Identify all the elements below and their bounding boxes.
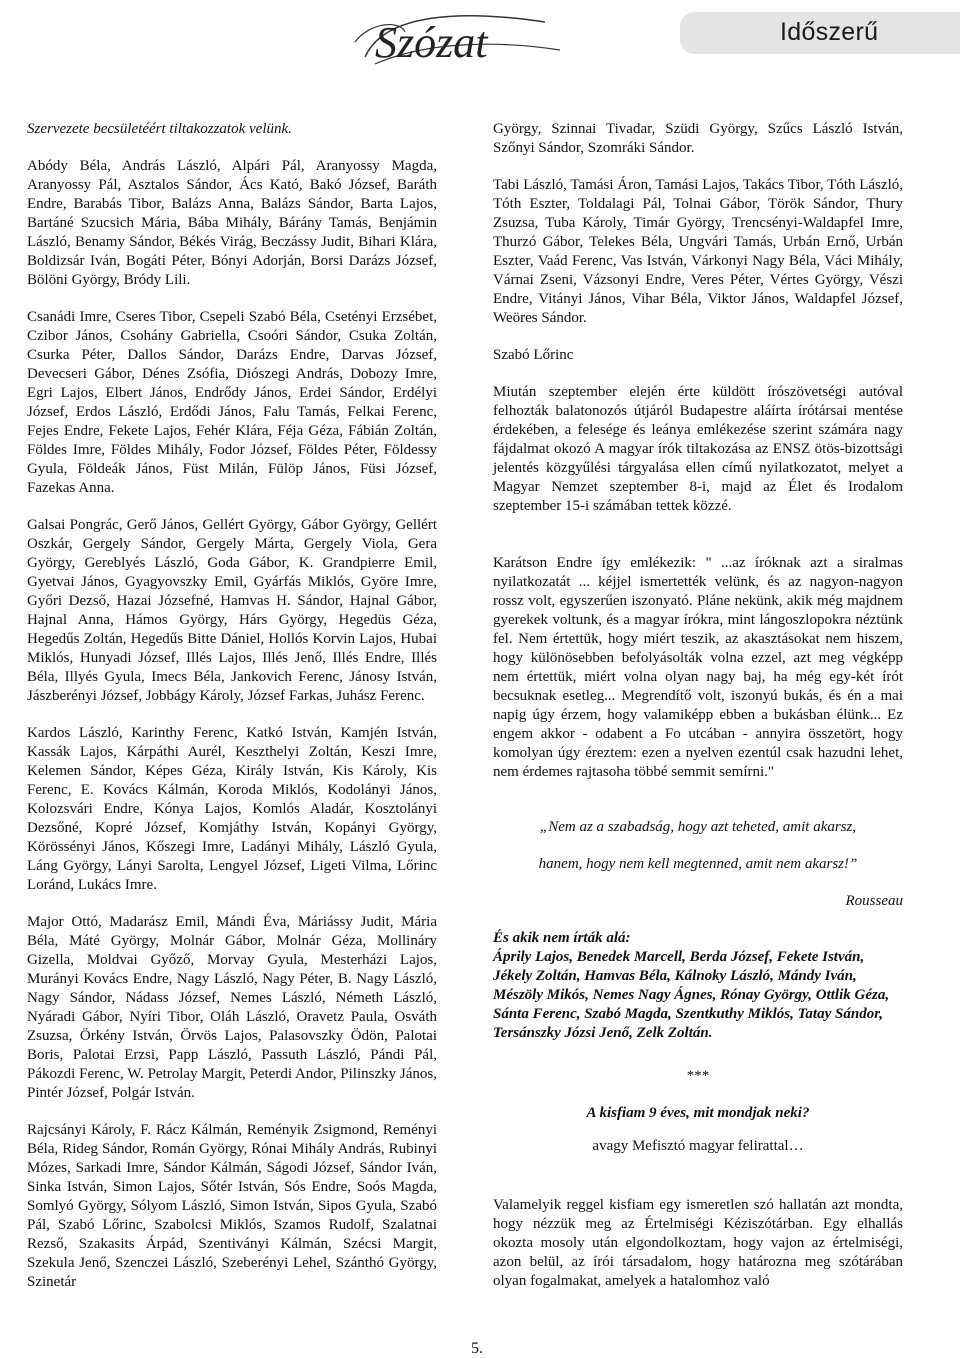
section-tab bbox=[680, 12, 960, 54]
page-number: 5. bbox=[471, 1340, 483, 1357]
section-title: Időszerű bbox=[780, 18, 879, 46]
left-column bbox=[27, 120, 437, 1310]
story-subtitle: avagy Mefisztó magyar felirattal… bbox=[592, 1138, 804, 1154]
nonsigners-list: Áprily Lajos, Benedek Marcell, Berda József, Fekete István, Jékely Zoltán, Hamvas Béla, Kálnoky László, Mándy Iván, Mészöly Mikós, Nemes Nagy Ágnes, Rónay György, Ottlik Géza, Sánta Ferenc, Szabó Magda, Szentkuthy Miklós, Tatay Sándor, Tersánszky Józsi Jenő, Zelk Zoltán. bbox=[493, 949, 890, 1041]
names-paragraph-g-j: Galsai Pongrác, Gerő János, Gellért György, Gábor György, Gellért Oszkár, Gergely Sándor, Gergely Márta, Gergely Viola, Gera György, Gereblyés László, Goda Gábor, K. Grandpierre Emil, Gyetvai János, Gyagyovszky Emil, Gyárfás Miklós, Györe Imre, Győri Dezső, Hazai Józsefné, Hamvas H. Sándor, Hajnal Gábor, Hajnal Anna, Hámos György, Hárs György, Hegedüs Géza, Hegedűs Zoltán, Hegedűs Bitte Dániel, Hollós Korvin Lajos, Hubai Miklós, Hunyadi József, Illés Lajos, Illés Jenő, Illés Endre, Illés Béla, Illyés Gyula, Imecs Béla, Jankovich Ferenc, Jánosy István, Jászberényi József, Jobbágy Károly, József Farkas, Juhász Ferenc. bbox=[27, 517, 437, 704]
names-paragraph-r-s: Rajcsányi Károly, F. Rácz Kálmán, Reményik Zsigmond, Reményi Béla, Rideg Sándor, Román György, Rónai Mihály András, Rubinyi Mózes, Sarkadi Imre, Sándor Kálmán, Ságodi József, Sándor Iván, Sinka István, Simon Lajos, Sőtér István, Sós Endre, Soós Magda, Somlyó György, Sólyom László, Simon István, Sipos Gyula, Szabó Pál, Szabó Lőrinc, Szabolcsi Miklós, Szamos Rudolf, Szalatnai Rezső, Szakasits Árpád, Szentiványi Kálmán, Szécsi Margit, Szekula Jenő, Szenczei László, Szeberényi Lehel, Szánthó György, Szinetár bbox=[27, 1122, 437, 1290]
signature-name: Szabó Lőrinc bbox=[493, 347, 574, 363]
story-paragraph: Valamelyik reggel kisfiam egy ismeretlen szó hallatán azt mondta, hogy nézzük meg az Értelmiségi Kéziszótárban. Egy elhallás okozta mosoly után elgondolkoztam, hogy vajon az értelmiségi, azon belül, az írói társadalom, hogy határozna meg szótárában olyan fogalmakat, amelyek a hatalomhoz való bbox=[493, 1197, 903, 1289]
names-paragraph-c-f: Csanádi Imre, Cseres Tibor, Csepeli Szabó Béla, Csetényi Erzsébet, Czibor János, Csohány Gabriella, Csoóri Sándor, Csuka Zoltán, Csurka Péter, Dallos Sándor, Darázs Endre, Darvas József, Devecseri Gábor, Dénes Zsófia, Diószegi András, Dobozy Imre, Egri Lajos, Elbert János, Endrődy János, Erdei Sándor, Erdélyi József, Erdos László, Erdődi János, Falu Tamás, Felkai Ferenc, Fejes Endre, Fekete Lajos, Fehér Klára, Féja Géza, Fábián Zoltán, Földes Imre, Földes Mihály, Fodor József, Földes Péter, Földessy Gyula, Földeák János, Füst Milán, Fülöp János, Füsi József, Fazekas Anna. bbox=[27, 309, 437, 496]
right-column bbox=[493, 120, 903, 1309]
names-paragraph-a-b: Abódy Béla, András László, Alpári Pál, Aranyossy Magda, Aranyossy Pál, Asztalos Sándor, Ács Kató, Bakó József, Baráth Endre, Barabás Tibor, Balázs Anna, Balázs Sándor, Barta Lajos, Bartáné Szucsich Mária, Bába Mihály, Bárány Tamás, Benjámin László, Benamy Sándor, Békés Virág, Beczássy Judit, Bihari Klára, Boldizsár Iván, Bogáti Péter, Bónyi Adorján, Borsi Darázs József, Bölöni György, Bródy Lili. bbox=[27, 158, 437, 288]
names-paragraph-k-l: Kardos László, Karinthy Ferenc, Katkó István, Kamjén István, Kassák Lajos, Kárpáthi Aurél, Keszthelyi Zoltán, Keszi Imre, Kelemen Sándor, Képes Géza, Király István, Kis Károly, Kis Ferenc, E. Kovács Kálmán, Koroda Miklós, Kodolányi János, Kolozsvári Endre, Kónya Lajos, Komlós Aladár, Kosztolányi Dezsőné, Kopré József, Komjáthy István, Kopányi György, Körössényi János, Kőszegi Imre, Ladányi Mihály, László Gyula, Láng György, Lányi Sarolta, Lengyel József, Ligeti Vilma, Lőrinc Loránd, Lukács Imre. bbox=[27, 725, 437, 893]
szozat-logo-graphic bbox=[345, 2, 575, 80]
quote-author: Rousseau bbox=[845, 893, 903, 909]
names-paragraph-sz: György, Szinnai Tivadar, Szüdi György, Szűcs László István, Szőnyi Sándor, Szomráki Sándor. bbox=[493, 121, 903, 156]
names-paragraph-m-p: Major Ottó, Madarász Emil, Mándi Éva, Máriássy Judit, Mária Béla, Máté György, Molnár Gábor, Molnár Géza, Mollináry Gizella, Moldvai Győző, Morvay Gyula, Mesterházi Lajos, Murányi Kovács Endre, Nagy László, Nagy Péter, B. Nagy László, Nagy Sándor, Nádass József, Nemes László, Németh László, Nyáradi Gábor, Nyíri Tibor, Oláh László, Oravetz Paula, Osváth Zsuzsa, Örkény István, Örvös Lajos, Palasovszky Ödön, Palotai Boris, Palotai Erzsi, Papp László, Passuth László, Pándi Pál, Pákozdi Ferenc, W. Petrolay Margit, Peterdi Andor, Pilinszky János, Pintér József, Polgár István. bbox=[27, 914, 437, 1101]
nonsigners-title: És akik nem írták alá: bbox=[493, 930, 631, 946]
logo bbox=[345, 2, 575, 80]
karatson-quote-paragraph: Karátson Endre így emlékezik: " ...az íróknak azt a siralmas nyilatkozatát ... kéjjel ismertették velünk, és az nagyon-nagyon rossz volt, egyszerűen iszonyató. Pláne nekünk, akik még majdnem gyerekek voltunk, és a magyar írókra, mint lángoszlopokra néztünk fel. Nem értettük, hogy miért teszik, az akasztásokat nem hiszem, hogy különösebben befolyásolták volna ezzel, azt meg végképp nem értettük, miért volna olyan nagy baj, ha még egy-két írót becsuknak esetleg... Megrendítő volt, iszonyú bukás, és én a mai napig úgy érzem, hogy valamiképp ebben a bukásban élünk... Ez engem akkor - odabent a Fo utcában - annyira összetört, hogy komolyan úgy éreztem: ezen a nyelven ezentúl csak hazudni lehet, nem érdemes rajtasoha többé semmit semírni." bbox=[493, 555, 903, 780]
section-separator: *** bbox=[686, 1068, 710, 1084]
intro-line: Szervezete becsületéért tiltakozzatok velünk. bbox=[27, 121, 292, 137]
rousseau-quote-line-1: „Nem az a szabadság, hogy azt teheted, amit akarsz, bbox=[539, 819, 857, 835]
logo-text: Szózat bbox=[375, 18, 488, 67]
rousseau-quote-line-2: hanem, hogy nem kell megtenned, amit nem akarsz!” bbox=[538, 856, 858, 872]
szabo-lorinc-paragraph: Miután szeptember elején érte küldött írószövetségi autóval felhozták balatonozós útjáról Budapestre aláírta írótársai mentése érdekében, a felesége és leánya emlékezése szerint számára nagy fájdalmat okozó A magyar írók tiltakozása az ENSZ ötös-bizottsági jelentés közgyűlési tárgyalása ellen című nyilatkozatot, melyet a Magyar Nemzet szeptember 8-i, majd az Élet és Irodalom szeptember 15-i számában tettek közzé. bbox=[493, 384, 903, 514]
story-title: A kisfiam 9 éves, mit mondjak neki? bbox=[586, 1105, 810, 1121]
names-paragraph-t-w: Tabi László, Tamási Áron, Tamási Lajos, Takács Tibor, Tóth László, Tóth Eszter, Toldalagi Pál, Tolnai Gábor, Török Sándor, Thury Zsuzsa, Tuba Károly, Timár György, Trencsényi-Waldapfel Imre, Thurzó Gábor, Telekes Béla, Ungvári Tamás, Urbán Ernő, Urbán Eszter, Vaád Ferenc, Vas István, Várkonyi Nagy Béla, Váci Mihály, Várnai Zseni, Vázsonyi Endre, Veres Péter, Vértes György, Vészi Endre, Vitányi János, Vihar Béla, Viktor János, Waldapfel József, Weöres Sándor. bbox=[493, 177, 903, 326]
